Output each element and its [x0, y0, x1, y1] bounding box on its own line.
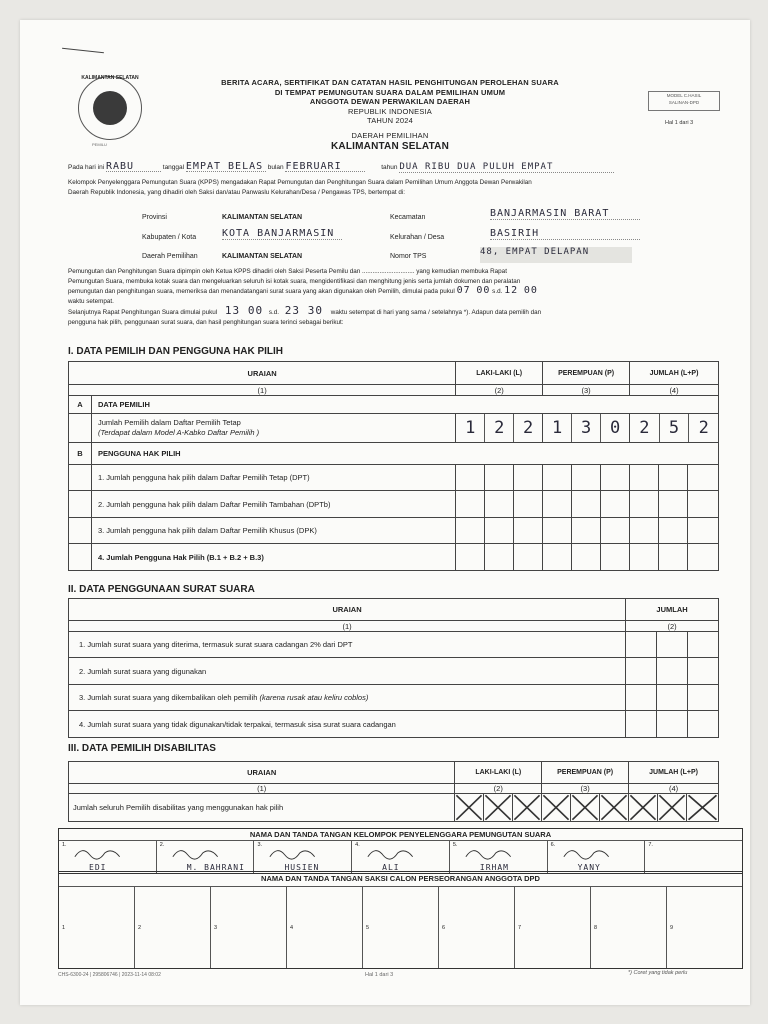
- paragraph: [68, 267, 753, 327]
- header-line-3: ANGGOTA DEWAN PERWAKILAN DAERAH: [309, 97, 471, 106]
- time-end-1: 12: [504, 285, 519, 296]
- saksi-number: 9: [670, 925, 674, 931]
- s1-a-l-digit-1: 1: [465, 417, 476, 438]
- s1-a-p-digit-3: 0: [600, 414, 629, 442]
- s1-a-spacer: [69, 413, 92, 442]
- s1-cell[interactable]: [485, 491, 514, 518]
- model-box-line-2: SALINAN-DPD: [668, 100, 700, 105]
- kabupaten-label: Kabupaten / Kota: [142, 234, 197, 241]
- s3-crossed-cell[interactable]: [658, 794, 687, 822]
- kpps-signature-block: [58, 828, 743, 874]
- s1-a-p-digit-1: 1: [552, 417, 563, 438]
- paragraph-line-5b: waktu setempat di hari yang sama / setelahnya *). Adapun data pemilih dan: [330, 309, 542, 316]
- kpps-signature-cell[interactable]: [253, 841, 351, 873]
- s1-b-row-1: [69, 464, 719, 491]
- s3-crossed-cell[interactable]: [687, 794, 719, 822]
- daerah-value: KALIMANTAN SELATAN: [222, 253, 303, 260]
- s1-cell[interactable]: [456, 544, 485, 571]
- saksi-cells: [59, 886, 742, 968]
- s1-col-uraian: URAIAN: [69, 362, 456, 385]
- s1-a-title: DATA PEMILIH: [91, 395, 718, 413]
- kelurahan-value: BASIRIH: [490, 228, 640, 240]
- s2-num-1: (1): [69, 621, 626, 631]
- year-label: tahun: [381, 164, 398, 171]
- form-header: [170, 78, 610, 153]
- intro-text-1: Kelompok Penyelenggara Pemungutan Suara (KPPS) mengadakan Rapat Pemungutan dan Penghitungan Suara dalam Pemilihan Umum Anggota Dewan Perwakilan: [68, 179, 532, 186]
- s1-a-t-digit-2: 5: [659, 414, 689, 442]
- saksi-signature-cell[interactable]: [590, 887, 666, 968]
- time-start-2: 00: [476, 285, 491, 296]
- kpps-signature-cell[interactable]: [59, 841, 156, 873]
- footer-left: CHS-6300-24 | 295806746 | 2023-11-14 08:02: [58, 972, 161, 978]
- s1-cell[interactable]: [601, 544, 630, 571]
- intro-date-line: [68, 162, 738, 173]
- s2-num-2: (2): [626, 621, 719, 631]
- kpps-number: 2.: [159, 842, 165, 848]
- year-value: DUA RIBU DUA PULUH EMPAT: [399, 163, 614, 173]
- s1-a-l-digit-3: 2: [513, 414, 542, 442]
- kpps-number: 1.: [62, 842, 67, 848]
- s1-cell[interactable]: [543, 464, 572, 491]
- model-box-line-1: MODEL C.HASIL: [666, 93, 702, 98]
- paragraph-line-5-row: [68, 306, 753, 318]
- header-line-1: BERITA ACARA, SERTIFIKAT DAN CATATAN HASIL PENGHITUNGAN PEROLEHAN SUARA: [221, 78, 559, 87]
- s1-cell[interactable]: [485, 517, 514, 544]
- region-name: KALIMANTAN SELATAN: [330, 141, 450, 152]
- saksi-number: 6: [442, 925, 446, 931]
- s1-num-1: (1): [69, 385, 456, 395]
- s1-b-letter: B: [69, 442, 92, 464]
- date-value: EMPAT BELAS: [186, 162, 266, 172]
- s2-cell[interactable]: [657, 684, 688, 711]
- saksi-number: 5: [366, 925, 370, 931]
- time-end-2: 00: [523, 285, 538, 296]
- cross-mark-icon: [687, 794, 718, 821]
- s1-cell[interactable]: [630, 464, 659, 491]
- s1-cell[interactable]: [514, 517, 543, 544]
- s1-cell[interactable]: [659, 544, 688, 571]
- kpps-name: YANY: [577, 863, 601, 872]
- s2-col-total: JUMLAH: [626, 599, 719, 621]
- s3-crossed-cell[interactable]: [542, 794, 571, 822]
- s3-num-4: (4): [629, 784, 719, 794]
- cross-mark-icon: [658, 794, 686, 821]
- s1-cell[interactable]: [456, 491, 485, 518]
- region-label: DAERAH PEMILIHAN: [351, 130, 429, 140]
- s2-cell[interactable]: [626, 684, 657, 711]
- s2-cell[interactable]: [688, 631, 719, 658]
- kpps-signature-cell[interactable]: [449, 841, 547, 873]
- section-1-title: I. DATA PEMILIH DAN PENGGUNA HAK PILIH: [68, 346, 283, 357]
- footer-right: *) Coret yang tidak perlu: [628, 970, 688, 976]
- count-end-1: 23: [284, 304, 301, 317]
- s3-col-uraian: URAIAN: [69, 762, 455, 784]
- s3-crossed-cell[interactable]: [629, 794, 658, 822]
- s1-cell[interactable]: [687, 491, 718, 518]
- saksi-number: 1: [62, 925, 66, 931]
- month-value: FEBRUARI: [285, 162, 365, 172]
- s3-row: Jumlah seluruh Pemilih disabilitas yang menggunakan hak pilih: [69, 794, 455, 822]
- count-end-2: 30: [307, 304, 324, 317]
- s1-cell[interactable]: [543, 491, 572, 518]
- s1-b-row-4-label: 4. Jumlah Pengguna Hak Pilih (B.1 + B.2 + B.3): [91, 544, 455, 571]
- s2-cell[interactable]: [688, 684, 719, 711]
- s1-cell[interactable]: [485, 544, 514, 571]
- section-2-table: [68, 598, 719, 738]
- kpps-number: 7.: [648, 842, 653, 848]
- s1-num-4: (4): [630, 385, 719, 395]
- intro-text-2: Daerah Republik Indonesia, yang dihadiri oleh Saksi dan/atau Panwaslu Kelurahan/Desa / Pengawas TPS, bertempat di:: [68, 189, 405, 196]
- s1-cell[interactable]: [630, 491, 659, 518]
- provinsi-label: Provinsi: [142, 214, 167, 221]
- s1-b-row-3-label: 3. Jumlah pengguna hak pilih dalam Daftar Pemilih Khusus (DPK): [91, 517, 455, 544]
- s1-a-t-digit-3: 2: [688, 414, 718, 442]
- tps-label: Nomor TPS: [390, 253, 427, 260]
- paragraph-line-2: Pemungutan Suara, membuka kotak suara dan mengeluarkan seluruh isi kotak suara, mengidentifikasi dan menghitung jenis serta jumlah dokumen dan peralatan: [68, 277, 521, 285]
- header-line-4: REPUBLIK INDONESIA: [347, 106, 433, 116]
- s1-b-spacer-3: [69, 517, 92, 544]
- logo-text: KALIMANTAN SELATAN: [81, 75, 139, 81]
- provinsi-value: KALIMANTAN SELATAN: [222, 214, 303, 221]
- kpps-number: 6.: [550, 842, 556, 848]
- s2-row-3a: 3. Jumlah surat suara yang dikembalikan oleh pemilih: [79, 693, 258, 703]
- kpps-signature-cell[interactable]: [547, 841, 645, 873]
- cross-mark-icon: [571, 794, 599, 821]
- header-line-5: TAHUN 2024: [366, 116, 414, 125]
- s1-a-row-2: (Terdapat dalam Model A-Kabko Daftar Pemilih ): [97, 427, 260, 437]
- paragraph-line-3-row: [68, 286, 753, 297]
- s1-cell[interactable]: [572, 491, 601, 518]
- s1-a-l-value[interactable]: [456, 413, 543, 442]
- saksi-signature-cell[interactable]: [59, 887, 134, 968]
- s3-crossed-cell[interactable]: [484, 794, 513, 822]
- s2-cell[interactable]: [626, 631, 657, 658]
- s1-cell[interactable]: [543, 544, 572, 571]
- s1-cell[interactable]: [687, 464, 718, 491]
- s1-a-p-value[interactable]: [543, 413, 630, 442]
- s1-num-2: (2): [456, 385, 543, 395]
- daerah-label: Daerah Pemilihan: [142, 253, 198, 260]
- s2-row-4: 4. Jumlah surat suara yang tidak digunakan/tidak terpakai, termasuk sisa surat suara cadangan: [69, 711, 626, 738]
- s2-row-2: 2. Jumlah surat suara yang digunakan: [69, 658, 626, 685]
- saksi-number: 2: [138, 925, 142, 931]
- section-3-title: III. DATA PEMILIH DISABILITAS: [68, 743, 216, 754]
- s1-col-total: JUMLAH (L+P): [630, 362, 719, 385]
- saksi-number: 7: [518, 925, 522, 931]
- cross-mark-icon: [455, 794, 483, 821]
- cross-mark-icon: [600, 794, 628, 821]
- kpps-name: HUSIEN: [284, 863, 320, 872]
- s3-crossed-cell[interactable]: [571, 794, 600, 822]
- s3-num-1: (1): [69, 784, 455, 794]
- cross-mark-icon: [484, 794, 512, 821]
- paragraph-line-1: Pemungutan dan Penghitungan Suara dipimpin oleh Ketua KPPS dihadiri oleh Saksi Peserta Pemilu dan .............................. yang kemudian membuka Rapat: [68, 268, 507, 275]
- kecamatan-value: BANJARMASIN BARAT: [490, 208, 640, 220]
- cross-mark-icon: [513, 794, 541, 821]
- section-3-table: [68, 761, 719, 822]
- saksi-signature-cell[interactable]: [514, 887, 590, 968]
- s2-cell[interactable]: [657, 711, 688, 738]
- s1-b-spacer-2: [69, 491, 92, 518]
- s1-cell[interactable]: [514, 491, 543, 518]
- s1-cell[interactable]: [514, 544, 543, 571]
- s1-a-t-digit-1: 2: [639, 417, 650, 438]
- day-label: Pada hari ini: [68, 164, 105, 171]
- saksi-signature-cell[interactable]: [134, 887, 210, 968]
- s1-cell[interactable]: [687, 544, 718, 571]
- s2-row-3: [69, 684, 626, 711]
- s1-cell[interactable]: [659, 491, 688, 518]
- s3-col-p: PEREMPUAN (P): [542, 762, 629, 784]
- s1-cell[interactable]: [687, 517, 718, 544]
- s1-cell[interactable]: [659, 517, 688, 544]
- saksi-number: 8: [594, 925, 598, 931]
- s1-a-letter: A: [69, 395, 92, 413]
- saksi-signature-cell[interactable]: [286, 887, 362, 968]
- kecamatan-label: Kecamatan: [390, 214, 426, 221]
- count-start-1: 13: [224, 304, 241, 317]
- logo-sub: PEMILU: [92, 142, 107, 147]
- tps-value: 48, EMPAT DELAPAN: [480, 247, 632, 263]
- sd-2: s.d.: [268, 309, 280, 316]
- pen-mark: [62, 48, 104, 53]
- s1-b-row-4: [69, 544, 719, 571]
- s3-col-total: JUMLAH (L+P): [629, 762, 719, 784]
- s1-b-title: PENGGUNA HAK PILIH: [91, 442, 718, 464]
- kabupaten-value: KOTA BANJARMASIN: [222, 228, 342, 240]
- s1-cell[interactable]: [572, 517, 601, 544]
- kpps-name: EDI: [89, 863, 107, 872]
- s1-cell[interactable]: [456, 464, 485, 491]
- s1-cell[interactable]: [601, 491, 630, 518]
- s1-a-row: [91, 413, 455, 442]
- s2-cell[interactable]: [657, 658, 688, 685]
- kpps-number: 5.: [452, 842, 458, 848]
- s2-cell[interactable]: [657, 631, 688, 658]
- saksi-signature-cell[interactable]: [210, 887, 286, 968]
- sd-1: s.d.: [492, 288, 503, 295]
- s1-a-row-1: Jumlah Pemilih dalam Daftar Pemilih Tetap: [97, 417, 241, 427]
- s1-cell[interactable]: [601, 517, 630, 544]
- kpps-number: 3.: [257, 842, 263, 848]
- s1-b-spacer-4: [69, 544, 92, 571]
- s1-b-row-2: [69, 491, 719, 518]
- s2-cell[interactable]: [626, 711, 657, 738]
- s1-b-spacer-1: [69, 464, 92, 491]
- kpu-logo-icon: [78, 76, 142, 140]
- s1-cell[interactable]: [456, 517, 485, 544]
- s1-col-l: LAKI-LAKI (L): [456, 362, 543, 385]
- s1-num-3: (3): [543, 385, 630, 395]
- paragraph-line-5: Selanjutnya Rapat Penghitungan Suara dimulai pukul: [68, 309, 218, 316]
- s3-num-2: (2): [455, 784, 542, 794]
- s1-b-row-2-label: 2. Jumlah pengguna hak pilih dalam Daftar Pemilih Tambahan (DPTb): [91, 491, 455, 518]
- s1-cell[interactable]: [659, 464, 688, 491]
- kpps-name: ALI: [382, 863, 400, 872]
- s3-num-3: (3): [542, 784, 629, 794]
- month-label: bulan: [267, 164, 284, 171]
- s2-row-1: 1. Jumlah surat suara yang diterima, termasuk surat suara cadangan 2% dari DPT: [69, 631, 626, 658]
- paragraph-line-3: pemungutan dan penghitungan suara, memeriksa dan menandatangani surat suara yang akan digunakan oleh Pemilih, dimulai pada pukul: [68, 288, 455, 295]
- s2-cell[interactable]: [626, 658, 657, 685]
- saksi-signature-block: [58, 871, 743, 969]
- header-line-2: DI TEMPAT PEMUNGUTAN SUARA DALAM PEMILIHAN UMUM: [274, 87, 506, 97]
- saksi-number: 4: [290, 925, 294, 931]
- cross-mark-icon: [629, 794, 657, 821]
- kpps-signature-cell[interactable]: [156, 841, 254, 873]
- kpps-name: M. BAHRANI: [186, 863, 245, 872]
- s3-crossed-cell[interactable]: [455, 794, 484, 822]
- model-box: [648, 91, 720, 111]
- s1-cell[interactable]: [630, 544, 659, 571]
- saksi-title: NAMA DAN TANDA TANGAN SAKSI CALON PERSEORANGAN ANGGOTA DPD: [261, 874, 540, 883]
- day-value: RABU: [106, 162, 161, 172]
- saksi-number: 3: [214, 925, 218, 931]
- s1-cell[interactable]: [572, 544, 601, 571]
- s1-cell[interactable]: [543, 517, 572, 544]
- s2-col-uraian: URAIAN: [69, 599, 626, 621]
- footer-center: Hal 1 dari 3: [365, 972, 394, 978]
- kpps-name: IRHAM: [479, 863, 509, 872]
- s2-cell[interactable]: [688, 711, 719, 738]
- s1-b-row-3: [69, 517, 719, 544]
- s2-cell[interactable]: [688, 658, 719, 685]
- s3-col-l: LAKI-LAKI (L): [455, 762, 542, 784]
- s3-crossed-cell[interactable]: [513, 794, 542, 822]
- s3-crossed-cell[interactable]: [600, 794, 629, 822]
- saksi-signature-cell[interactable]: [666, 887, 742, 968]
- s2-row-3b: (karena rusak atau keliru coblos): [259, 693, 369, 703]
- s1-a-p-digit-2: 3: [571, 414, 600, 442]
- date-label: tanggal: [162, 164, 185, 171]
- count-start-2: 00: [247, 304, 264, 317]
- s1-cell[interactable]: [572, 464, 601, 491]
- kpps-cells: [59, 840, 742, 873]
- section-2-title: II. DATA PENGGUNAAN SURAT SUARA: [68, 584, 255, 595]
- s1-col-p: PEREMPUAN (P): [543, 362, 630, 385]
- s1-cell[interactable]: [630, 517, 659, 544]
- kelurahan-label: Kelurahan / Desa: [390, 234, 445, 241]
- paragraph-line-6: pengguna hak pilih, penggunaan surat suara, dan hasil penghitungan suara terinci sebagai berikut:: [68, 318, 344, 326]
- cross-mark-icon: [542, 794, 570, 821]
- saksi-signature-cell[interactable]: [438, 887, 514, 968]
- paragraph-line-4: waktu setempat.: [68, 297, 114, 305]
- kpps-signature-cell[interactable]: [644, 841, 742, 873]
- s1-cell[interactable]: [485, 464, 514, 491]
- kpps-number: 4.: [355, 842, 360, 848]
- section-1-table: [68, 361, 719, 571]
- saksi-signature-cell[interactable]: [362, 887, 438, 968]
- s1-b-row-1-label: 1. Jumlah pengguna hak pilih dalam Daftar Pemilih Tetap (DPT): [91, 464, 455, 491]
- s1-cell[interactable]: [514, 464, 543, 491]
- form-page: [20, 20, 750, 1005]
- page-number: Hal 1 dari 3: [665, 120, 694, 126]
- s1-a-l-digit-2: 2: [484, 414, 513, 442]
- s1-a-t-value[interactable]: [630, 413, 719, 442]
- kpps-signature-cell[interactable]: [351, 841, 449, 873]
- kpps-title: NAMA DAN TANDA TANGAN KELOMPOK PENYELENGGARA PEMUNGUTAN SUARA: [249, 830, 552, 839]
- s1-cell[interactable]: [601, 464, 630, 491]
- time-start-1: 07: [456, 285, 471, 296]
